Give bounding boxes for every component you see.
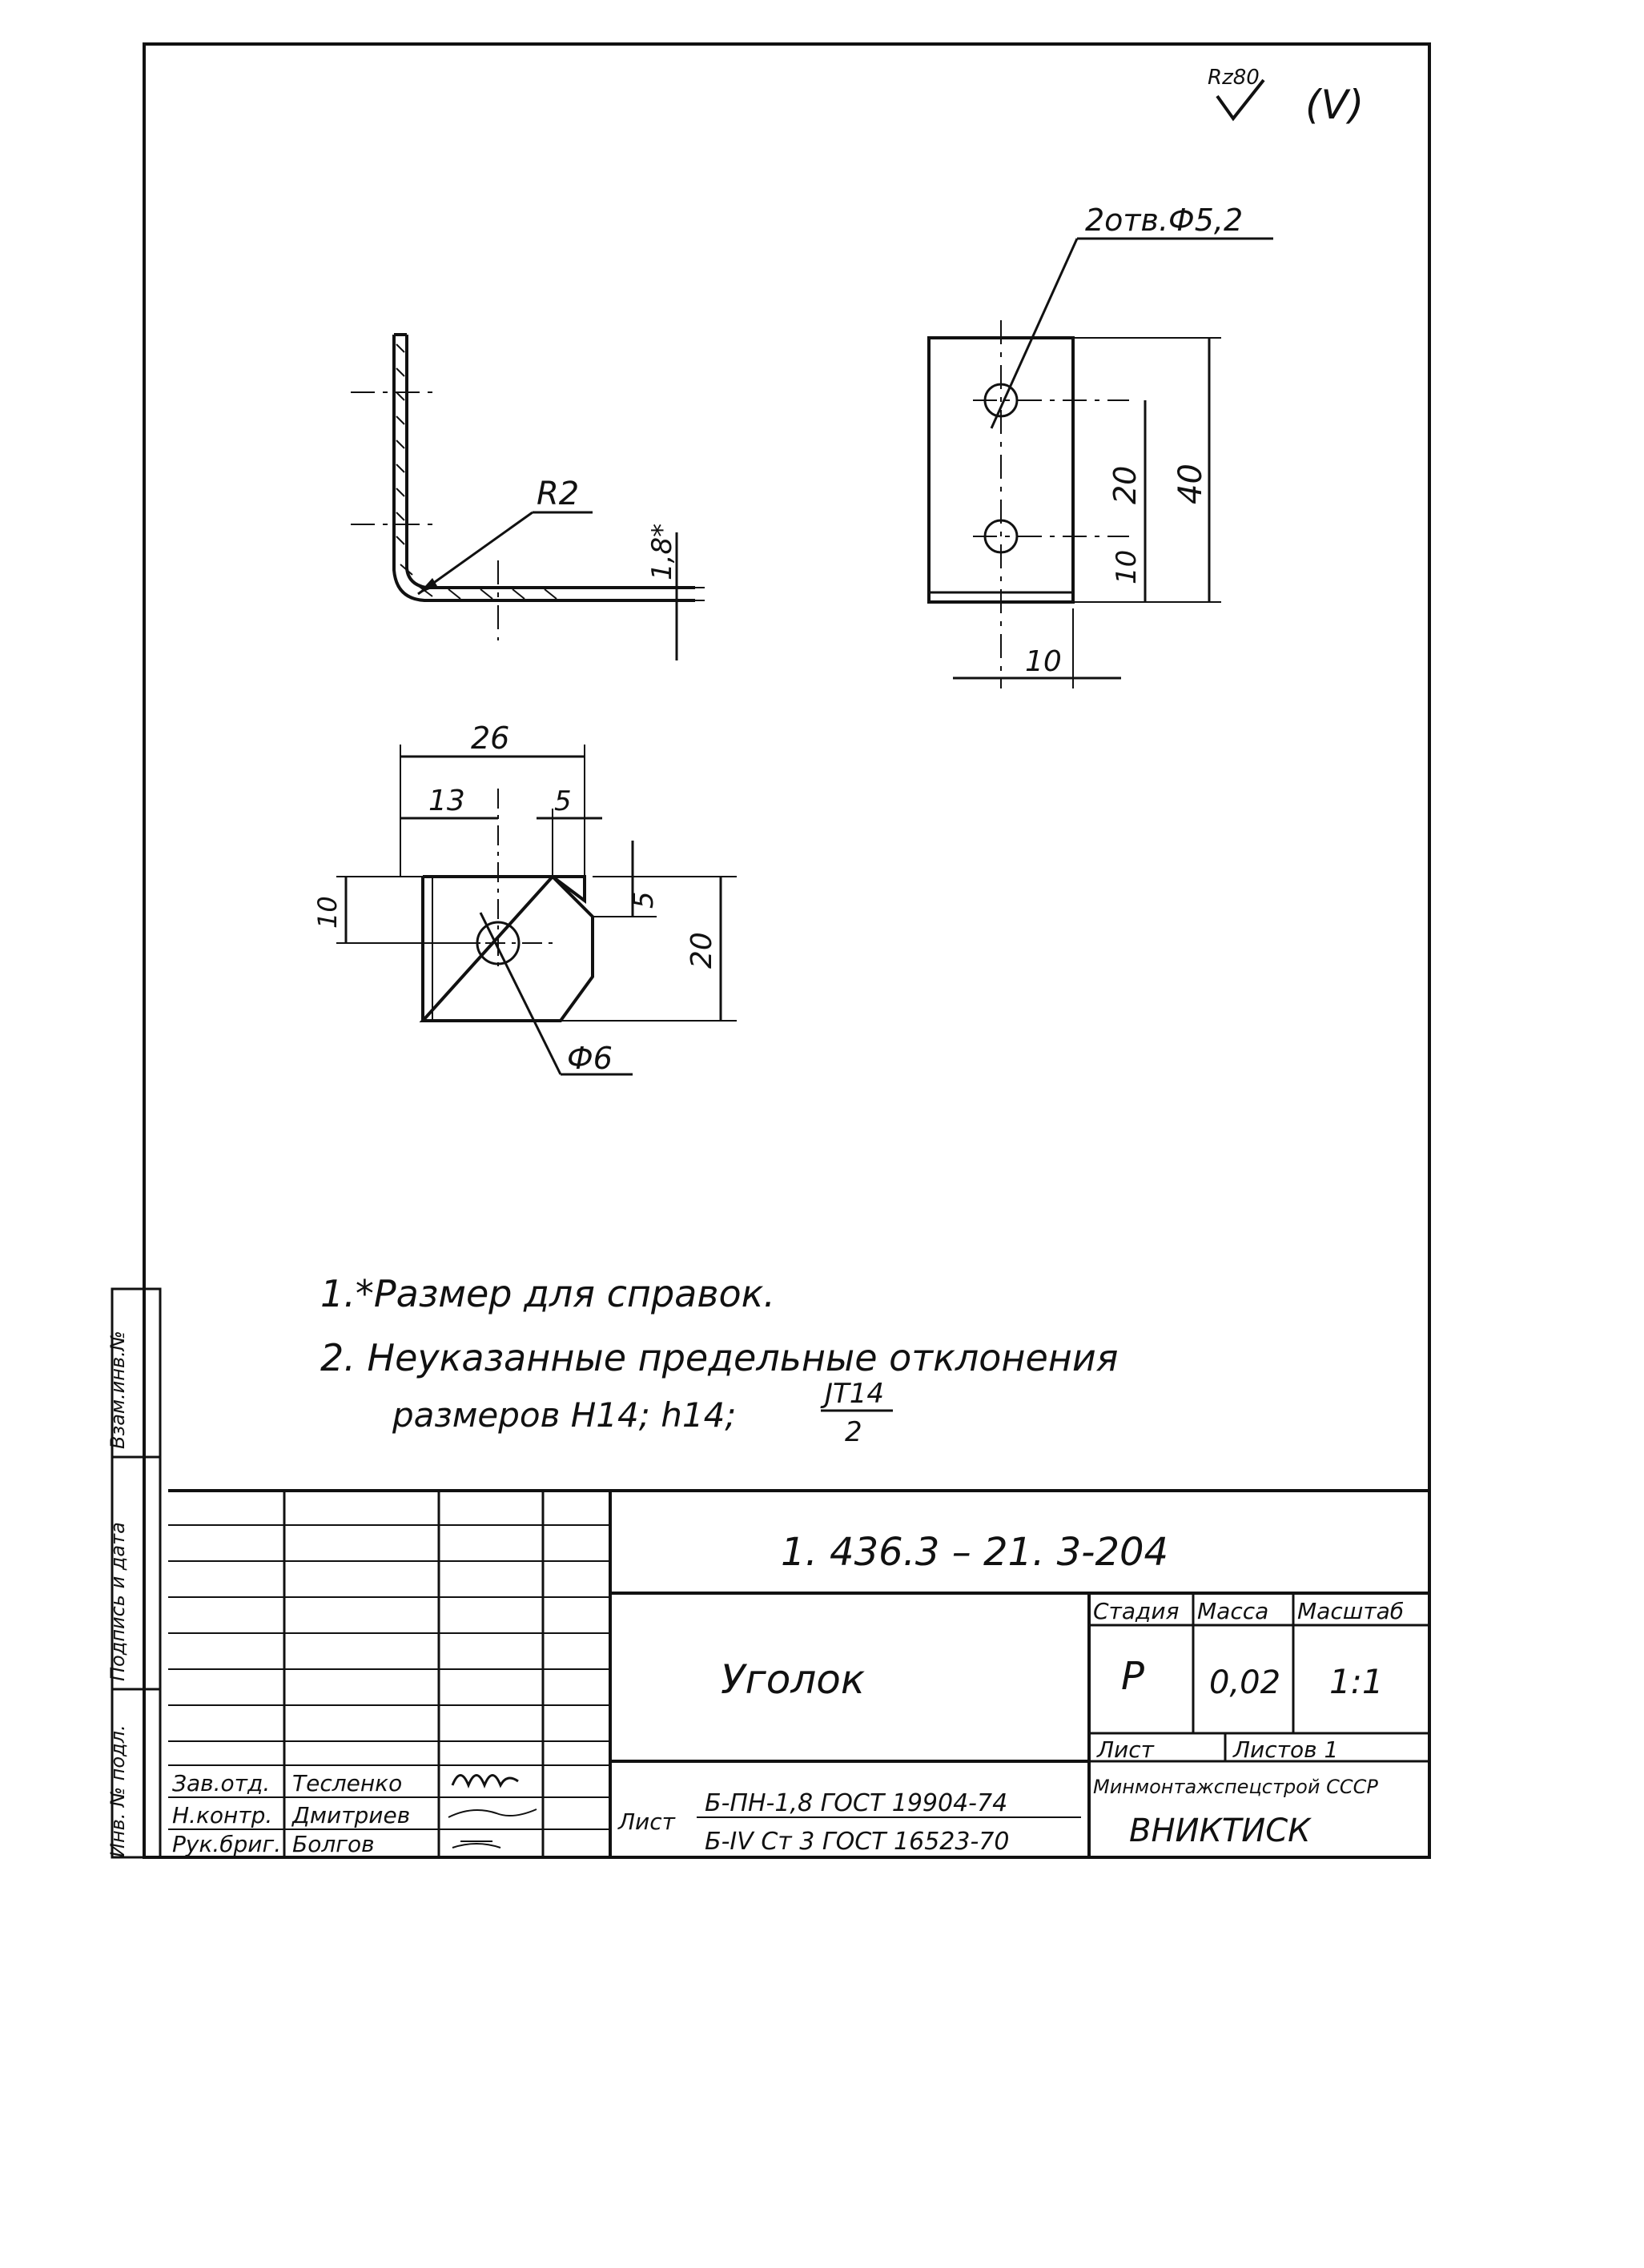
scale-label: Масштаб — [1297, 1598, 1405, 1624]
dim-20-label: 20 — [1107, 465, 1143, 504]
dim-5-top-label: 5 — [554, 785, 572, 817]
name-1: Тесленко — [292, 1770, 403, 1796]
dim-26-label: 26 — [471, 721, 510, 756]
mass-value: 0,02 — [1209, 1664, 1281, 1701]
flat-view — [312, 721, 737, 1076]
dim-10-vert-label: 10 — [1111, 549, 1143, 584]
svg-text:Инв. № подл.: Инв. № подл. — [107, 1724, 129, 1857]
role-3: Рук.бриг. — [172, 1831, 282, 1857]
notes — [320, 1272, 1118, 1448]
holes-label: 2отв.Ф5,2 — [1085, 203, 1244, 238]
hole-label: Ф6 — [567, 1041, 613, 1076]
note-fraction-den: 2 — [845, 1416, 862, 1448]
svg-text:(V): (V) — [1305, 82, 1365, 128]
name-3: Болгов — [292, 1831, 375, 1857]
mass-label: Масса — [1197, 1598, 1269, 1624]
signature-2 — [448, 1809, 537, 1817]
designation: 1. 436.3 – 21. 3-204 — [781, 1530, 1169, 1575]
material-line-2: Б-IV Ст 3 ГОСТ 16523-70 — [705, 1828, 1010, 1856]
material-line-1: Б-ПН-1,8 ГОСТ 19904-74 — [705, 1789, 1008, 1817]
stage-value: Р — [1121, 1654, 1144, 1699]
name-2: Дмитриев — [292, 1802, 411, 1828]
note-2b: размеров Н14; h14; — [392, 1395, 737, 1435]
thickness-label: 1,8* — [646, 523, 678, 580]
dim-5-side-label: 5 — [628, 891, 660, 909]
signature-3 — [452, 1841, 500, 1848]
side-strip — [107, 1289, 160, 1857]
title-block — [168, 1491, 1429, 1857]
role-1: Зав.отд. — [172, 1770, 271, 1796]
dim-40-label: 40 — [1172, 464, 1209, 504]
sheet-frame — [144, 44, 1429, 1857]
svg-text:Rz80: Rz80 — [1208, 66, 1260, 90]
dim-10-flat-label: 10 — [312, 896, 343, 929]
svg-text:Подпись и дата: Подпись и дата — [107, 1522, 129, 1681]
material-label: Лист — [618, 1808, 675, 1835]
side-view — [351, 335, 705, 660]
dim-13-label: 13 — [428, 785, 465, 817]
signature-1 — [452, 1776, 518, 1786]
sheet-label: Лист — [1097, 1736, 1154, 1763]
role-2: Н.контр. — [172, 1802, 273, 1828]
note-fraction-num: JT14 — [825, 1378, 885, 1410]
scale-value: 1:1 — [1329, 1662, 1384, 1701]
surface-roughness-mark — [1208, 66, 1364, 128]
organization: Минмонтажспецстрой СССР — [1093, 1776, 1378, 1798]
radius-label: R2 — [537, 476, 580, 512]
sheets-label: Листов 1 — [1233, 1736, 1339, 1763]
stage-label: Стадия — [1093, 1598, 1180, 1624]
note-1: 1.*Размер для справок. — [320, 1272, 776, 1315]
note-2: 2. Неуказанные предельные отклонения — [320, 1336, 1119, 1379]
institute: ВНИКТИСК — [1129, 1812, 1311, 1849]
front-view — [929, 203, 1273, 688]
part-name: Уголок — [721, 1656, 866, 1703]
svg-text:Взам.инв.№: Взам.инв.№ — [107, 1331, 129, 1449]
dim-10-horiz-label: 10 — [1025, 645, 1062, 678]
dim-20-flat-label: 20 — [685, 932, 718, 969]
